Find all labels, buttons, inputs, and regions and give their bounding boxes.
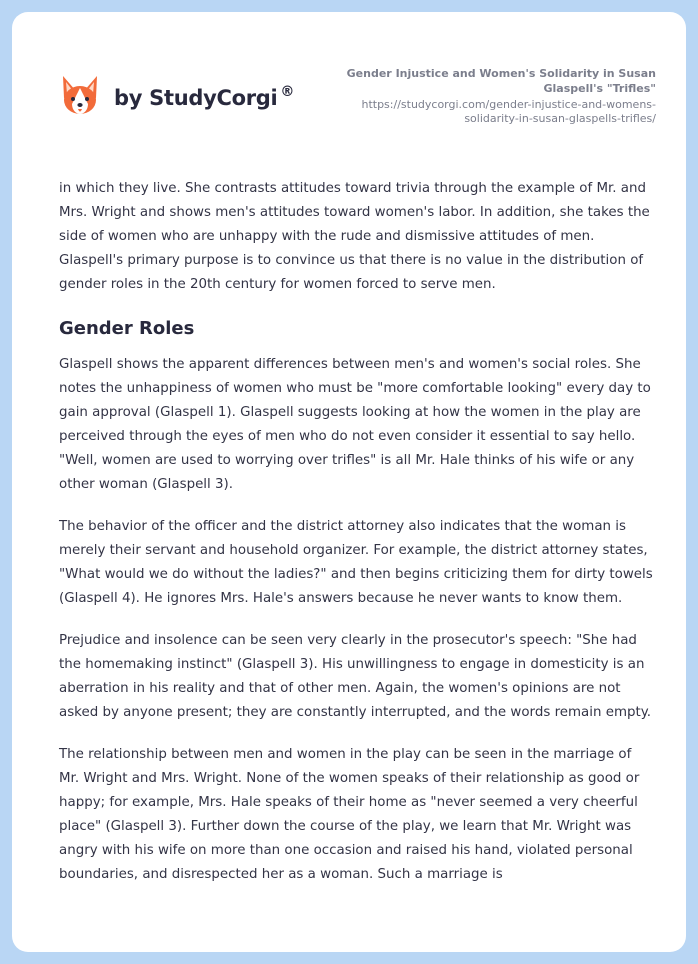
body-paragraph: The behavior of the officer and the district attorney also indicates that the woman is merely their servant and household organizer. For example, the district attorney states, "What would we do without the ladies?" and then begins criticizing them for dirty towels (Glaspell 4). He ignores Mrs. Hale's answers because he never wants to know them. bbox=[59, 519, 653, 606]
page-header bbox=[12, 12, 686, 162]
studycorgi-logo[interactable] bbox=[60, 74, 294, 120]
brand-name bbox=[114, 84, 294, 110]
document-url[interactable]: https://studycorgi.com/gender-injustice-and-womens-solidarity-in-susan-glaspells-trifles/ bbox=[361, 98, 656, 125]
document-page bbox=[12, 12, 686, 952]
body-paragraph: Glaspell shows the apparent differences between men's and women's social roles. She notes the unhappiness of women who must be "more comfortable looking" every day to gain approval (Glaspell 1). Glaspell suggests looking at how the women in the play are perceived through the eyes of men who do not even consider it essential to say hello. "Well, women are used to worrying over trifles" is all Mr. Hale thinks of his wife or any other woman (Glaspell 3). bbox=[59, 357, 651, 492]
document-title: Gender Injustice and Women's Solidarity in Susan Glaspell's "Trifles" bbox=[346, 67, 656, 95]
body-paragraph: Prejudice and insolence can be seen very clearly in the prosecutor's speech: "She had the homemaking instinct" (Glaspell 3). His unwillingness to engage in domesticity is an aberration in his reality and that of other men. Again, the women's opinions are not asked by anyone present; they are constantly interrupted, and the words remain empty. bbox=[59, 633, 652, 720]
brand-name-text: by StudyCorgi bbox=[114, 86, 278, 110]
article-body bbox=[59, 177, 655, 905]
intro-paragraph: in which they live. She contrasts attitudes toward trivia through the example of Mr. and Mrs. Wright and shows men's attitudes toward women's labor. In addition, she takes the side of women who are unhappy with the rude and dismissive attitudes of men. Glaspell's primary purpose is to convince us that there is no value in the distribution of gender roles in the 20th century for women forced to serve men. bbox=[59, 181, 650, 292]
registered-mark: ® bbox=[280, 84, 295, 100]
corgi-icon bbox=[60, 74, 100, 120]
document-meta bbox=[336, 66, 656, 126]
section-heading: Gender Roles bbox=[59, 318, 195, 339]
body-paragraph: The relationship between men and women in the play can be seen in the marriage of Mr. Wright and Mrs. Wright. None of the women speaks of their relationship as good or happy; for example, Mrs. Hale speaks of their home as "never seemed a very cheerful place" (Glaspell 3). Further down the course of the play, we learn that Mr. Wright was angry with his wife on more than one occasion and raised his hand, violated personal boundaries, and disrespected her as a woman. Such a marriage is bbox=[59, 747, 640, 882]
